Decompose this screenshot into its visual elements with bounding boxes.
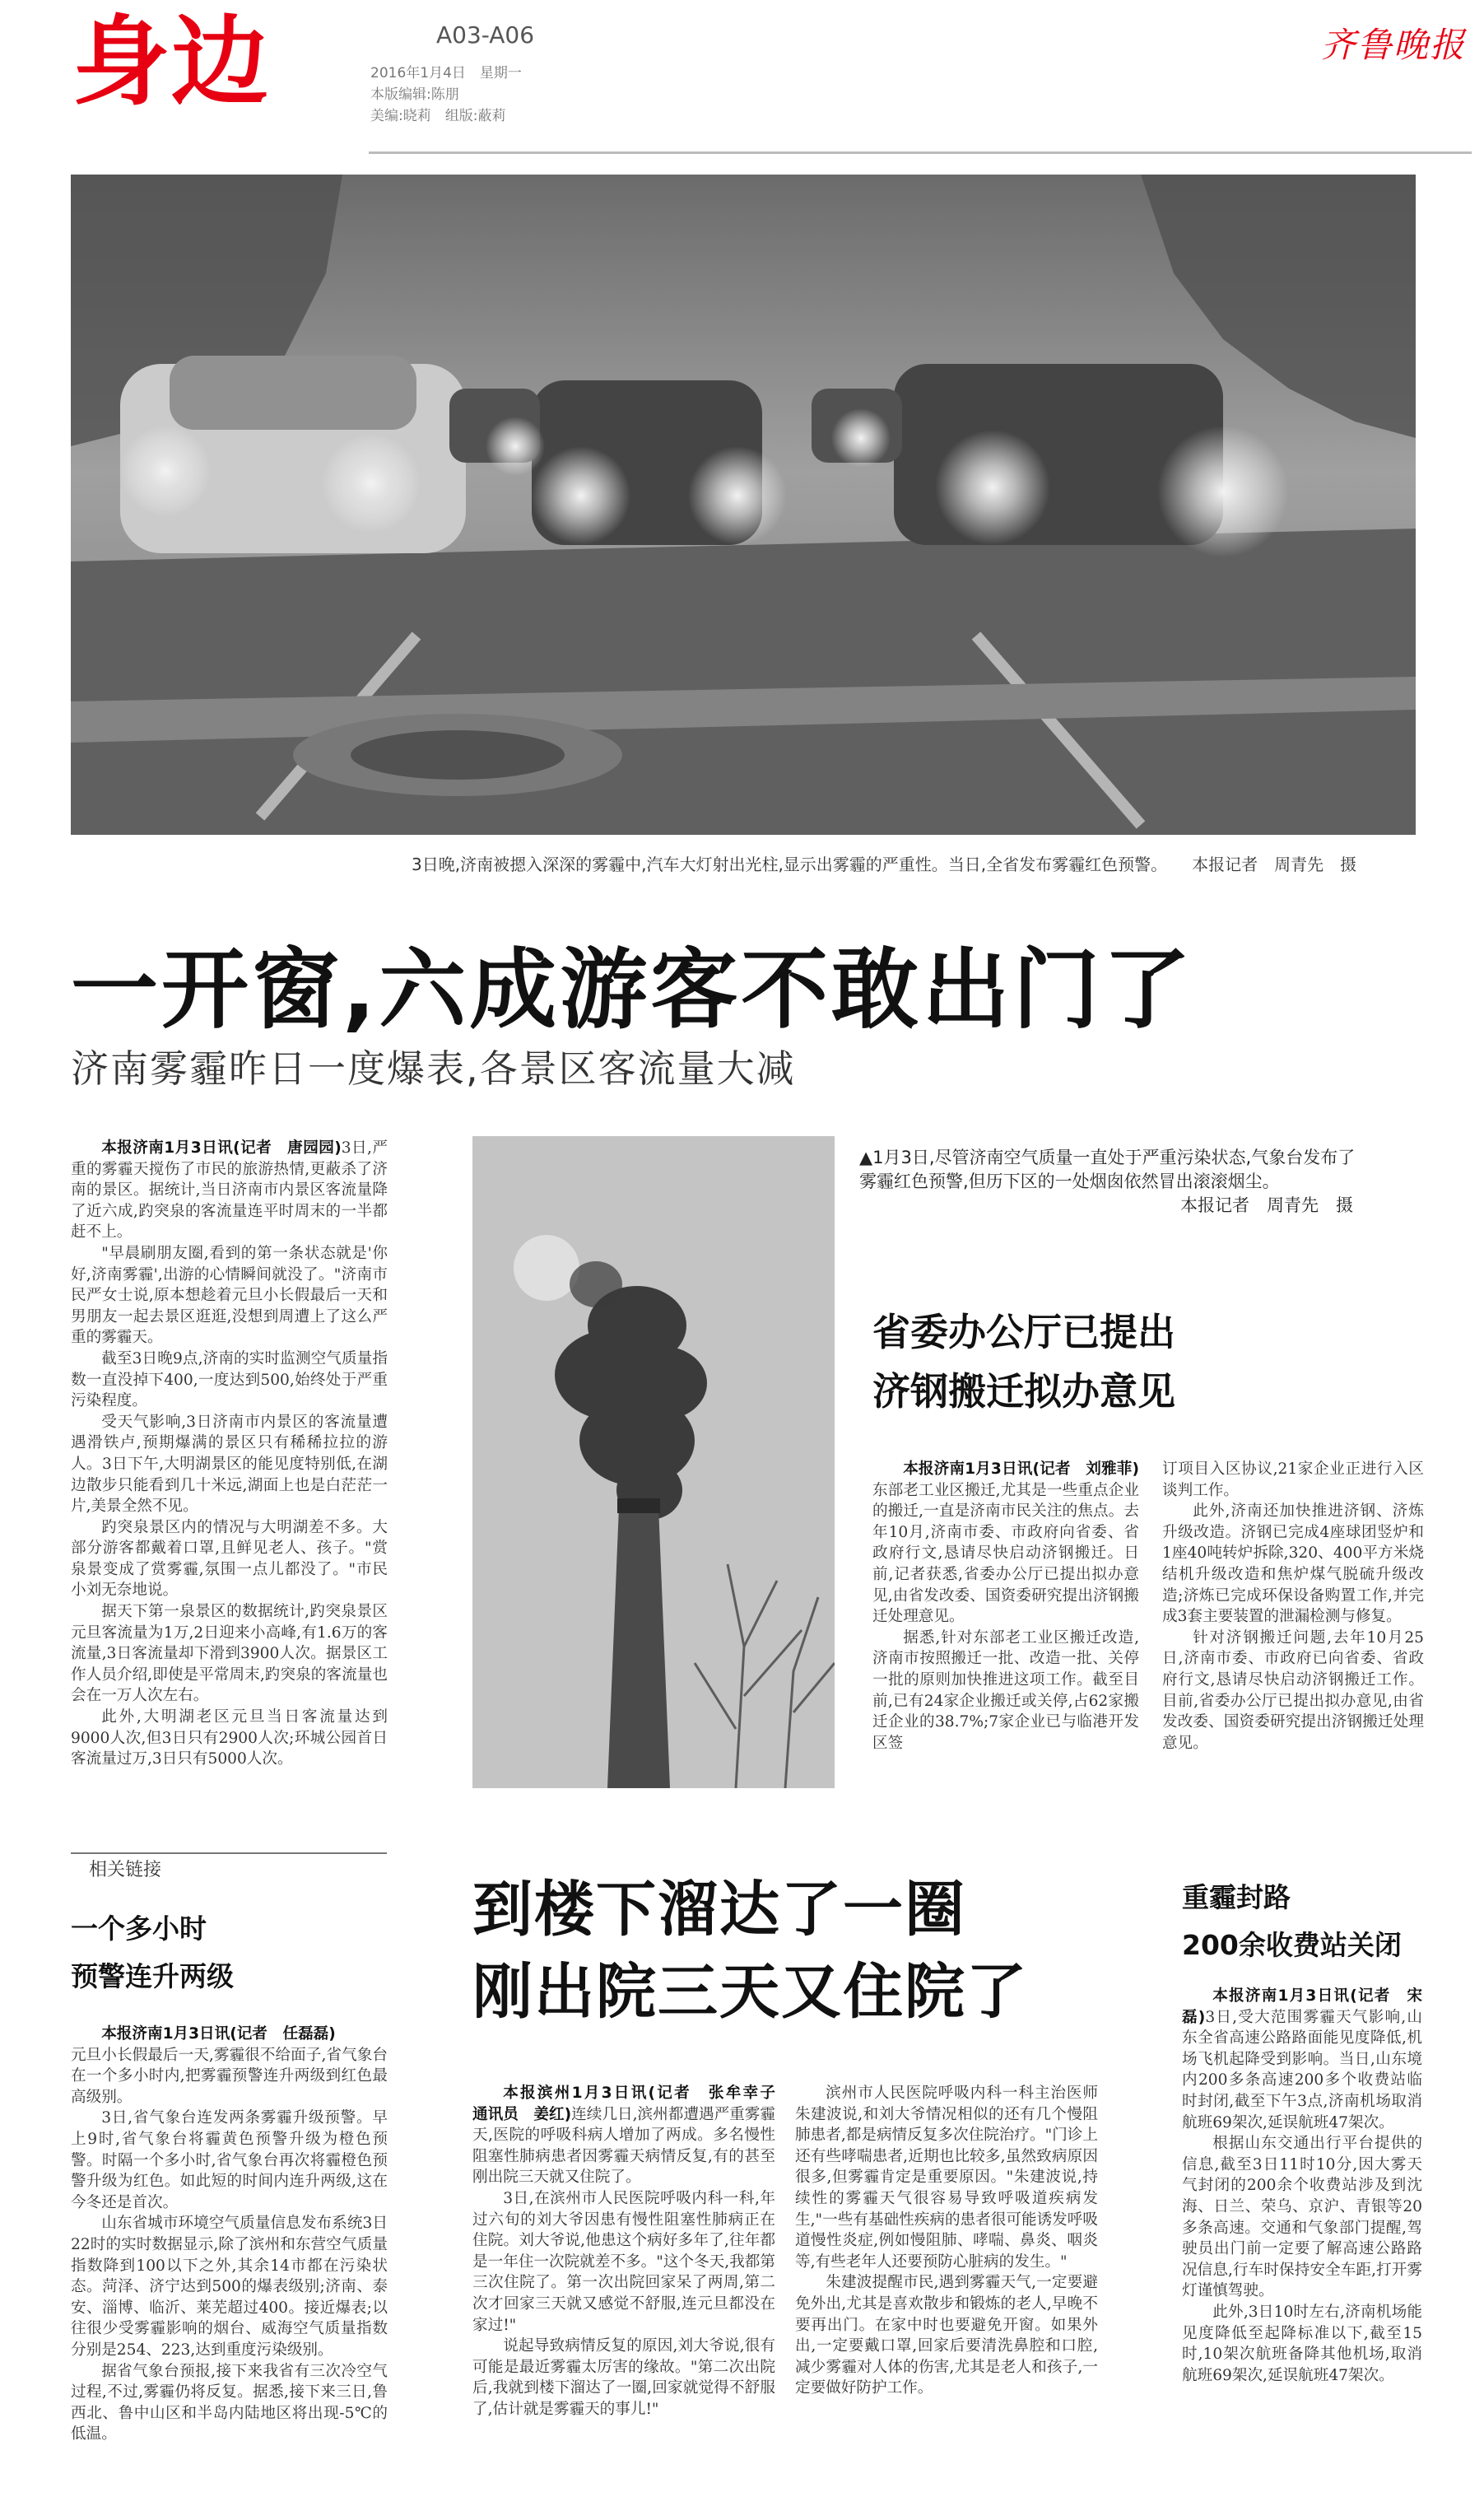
story2-body-col2 xyxy=(1162,1459,1424,1754)
story2-body-col1 xyxy=(872,1459,1139,1754)
issue-date: 2016年1月4日 星期一 xyxy=(370,65,522,82)
story4-dateline: 本报济南1月3日讯(记者 宋磊) xyxy=(1182,1987,1422,2026)
masthead-rule xyxy=(369,151,1472,154)
story3-body-col2 xyxy=(795,2083,1098,2399)
lead-subhead: 济南雾霾昨日一度爆表,各景区客流量大减 xyxy=(71,1046,796,1091)
story2-paragraph: 东部老工业区搬迁,尤其是一些重点企业的搬迁,一直是济南市民关注的焦点。去年10月,济南市委、市政府向省委、省政府行文,恳请尽快启动济钢搬迁。日前,记者获悉,省委办公厅已提出拟办意见,由省发改委、国资委研究提出济钢搬迁处理意见。 xyxy=(872,1481,1139,1626)
sidebar-body xyxy=(71,2024,388,2445)
sidebar-paragraph: 据省气象台预报,接下来我省有三次冷空气过程,不过,雾霾仍将反复。据悉,接下来三日,鲁西北、鲁中山区和半岛内陆地区将出现-5℃的低温。 xyxy=(71,2362,388,2443)
lead-paragraph: "早晨刷朋友圈,看到的第一条状态就是'你好,济南雾霾',出游的心情瞬间就没了。"济南市民严女士说,原本想趁着元旦小长假最后一天和男朋友一起去景区逛逛,没想到周遭上了这么严重的雾霾天。 xyxy=(71,1244,388,1347)
lead-story-body xyxy=(71,1138,388,1770)
story4-paragraph: 3日,受大范围雾霾天气影响,山东全省高速公路路面能见度降低,机场飞机起降受到影响。当日,山东境内200多条高速200多个收费站临时封闭,截至下午3点,济南机场取消航班69架次,延误航班47架次。 xyxy=(1182,2008,1423,2131)
chimney-caption-text: ▲1月3日,尽管济南空气质量一直处于严重污染状态,气象台发布了雾霾红色预警,但历下区的一处烟囱依然冒出滚滚烟尘。 xyxy=(859,1148,1356,1191)
chimney-photo xyxy=(472,1136,835,1788)
story2-paragraph: 针对济钢搬迁问题,去年10月25日,济南市委、市政府已向省委、省政府行文,恳请尽快启动济钢搬迁工作。目前,省委办公厅已提出拟办意见,由省发改委、国资委研究提出济钢搬迁处理意见。 xyxy=(1162,1628,1424,1752)
story2-dateline: 本报济南1月3日讯(记者 刘雅菲) xyxy=(903,1460,1139,1478)
sidebar-headline-line2: 预警连升两级 xyxy=(71,1960,234,1992)
story3-body-col1 xyxy=(472,2083,791,2420)
story4-headline-line1: 重霾封路 xyxy=(1182,1881,1291,1913)
related-link-label: 相关链接 xyxy=(89,1860,162,1880)
chimney-caption xyxy=(859,1146,1370,1218)
story3-dateline: 本报滨州1月3日讯(记者 张牟幸子 通讯员 姜红) xyxy=(472,2085,791,2123)
story3-paragraph: 说起导致病情反复的原因,刘大爷说,很有可能是最近雾霾太厉害的缘故。"第二次出院后,我就到楼下溜达了一圈,回家就觉得不舒服了,估计就是雾霾天的事儿!" xyxy=(472,2337,775,2418)
lead-dateline: 本报济南1月3日讯(记者 唐园园) xyxy=(101,1139,342,1157)
sidebar-dateline: 本报济南1月3日讯(记者 任磊磊) xyxy=(101,2025,336,2043)
story3-headline-line2: 刚出院三天又住院了 xyxy=(472,1957,1028,2027)
story3-paragraph: 连续几日,滨州都遭遇严重雾霾天,医院的呼吸科病人增加了两成。多名慢性阻塞性肺病患者因雾霾天病情反复,有的甚至刚出院三天就又住院了。 xyxy=(472,2105,775,2187)
story2-headline-line1: 省委办公厅已提出 xyxy=(872,1310,1175,1354)
chimney-illustration xyxy=(472,1136,835,1788)
lead-paragraph: 趵突泉景区内的情况与大明湖差不多。大部分游客都戴着口罩,且鲜见老人、孩子。"赏泉景变成了赏雾霾,氛围一点儿都没了。"市民小刘无奈地说。 xyxy=(71,1518,388,1600)
story3-headline xyxy=(472,1869,1028,2033)
story4-paragraph: 根据山东交通出行平台提供的信息,截至3日11时10分,因大雾天气封闭的200余个收费站涉及到沈海、日兰、荣乌、京沪、青银等20多条高速。交通和气象部门提醒,驾驶员出门前一定要了解高速公路路况信息,行车时保持安全车距,打开雾灯谨慎驾驶。 xyxy=(1182,2135,1422,2300)
story4-paragraph: 此外,3日10时左右,济南机场能见度降低至起降标准以下,截至15时,10架次航班备降其他机场,取消航班69架次,延误航班47架次。 xyxy=(1182,2303,1422,2384)
story2-paragraph: 据悉,针对东部老工业区搬迁改造,济南市按照搬迁一批、改造一批、关停一批的原则加快推进这项工作。截至目前,已有24家企业搬迁或关停,占62家搬迁企业的38.7%;7家企业已与临港开发区签 xyxy=(872,1628,1139,1752)
story3-paragraph: 朱建波提醒市民,遇到雾霾天气,一定要避免外出,尤其是喜欢散步和锻炼的老人,早晚不要再出门。在家中时也要避免开窗。如果外出,一定要戴口罩,回家后要清洗鼻腔和口腔,减少雾霾对人体的伤害,尤其是老人和孩子,一定要做好防护工作。 xyxy=(795,2274,1098,2397)
photo-caption: 3日晚,济南被摁入深深的雾霾中,汽车大灯射出光柱,显示出雾霾的严重性。当日,全省发布雾霾红色预警。 本报记者 周青先 摄 xyxy=(412,855,1357,874)
story3-paragraph: 滨州市人民医院呼吸内科一科主治医师朱建波说,和刘大爷情况相似的还有几个慢阻肺患者,都是病情反复多次住院治疗。"门诊上还有些哮喘患者,近期也比较多,虽然致病原因很多,但雾霾肯定是重要原因。"朱建波说,持续性的雾霾天气很容易导致呼吸道疾病发生,"一些有基础性疾病的患者很可能诱发呼吸道慢性炎症,例如慢阻肺、哮喘、鼻炎、咽炎等,有些老年人还要预防心脏病的发生。" xyxy=(795,2085,1098,2271)
sidebar-headline xyxy=(71,1905,234,2001)
story4-headline xyxy=(1182,1874,1402,1969)
lead-headline: 一开窗,六成游客不敢出门了 xyxy=(71,939,1194,1041)
story3-headline-line1: 到楼下溜达了一圈 xyxy=(472,1875,966,1945)
story2-paragraph: 此外,济南还加快推进济钢、济炼升级改造。济钢已完成4座球团竖炉和1座40吨转炉拆除,320、400平方米烧结机升级改造和焦炉煤气脱硫升级改造;济炼已完成环保设备购置工作,并完成3套主要装置的泄漏检测与修复。 xyxy=(1162,1502,1424,1626)
story4-body xyxy=(1182,1986,1422,2386)
smog-traffic-illustration xyxy=(71,175,1416,835)
lead-paragraph: 据天下第一泉景区的数据统计,趵突泉景区元旦客流量为1万,2日迎来小高峰,有1.6万的客流量,3日客流量却下滑到3900人次。据景区工作人员介绍,即使是平常周末,趵突泉的客流量也会在一万人次左右。 xyxy=(71,1603,388,1705)
lead-paragraph: 受天气影响,3日济南市内景区的客流量遭遇滑铁卢,预期爆满的景区只有稀稀拉拉的游人。3日下午,大明湖景区的能见度特别低,在湖边散步只能看到几十米远,湖面上也是白茫茫一片,美景全然不见。 xyxy=(71,1413,388,1516)
sidebar-headline-line1: 一个多小时 xyxy=(71,1912,207,1945)
lead-paragraph: 截至3日晚9点,济南的实时监测空气质量指数一直没掉下400,一度达到500,始终处于严重污染程度。 xyxy=(71,1349,388,1410)
page-range: A03-A06 xyxy=(436,21,535,49)
sidebar-paragraph: 元旦小长假最后一天,雾霾很不给面子,省气象台在一个多小时内,把雾霾预警连升两级到红色最高级别。 xyxy=(71,2046,388,2106)
editor-line: 本版编辑:陈朋 xyxy=(370,86,459,103)
sidebar-paragraph: 3日,省气象台连发两条雾霾升级预警。早上9时,省气象台将霾黄色预警升级为橙色预警。时隔一个多小时,省气象台再次将霾橙色预警升级为红色。如此短的时间内连升两级,这在今冬还是首次。 xyxy=(71,2109,388,2211)
paper-logo: 齐鲁晚报 xyxy=(1321,25,1467,65)
smog-traffic-photo xyxy=(71,175,1416,835)
section-name: 身边 xyxy=(72,5,271,119)
story3-paragraph: 3日,在滨州市人民医院呼吸内科一科,年过六旬的刘大爷因患有慢性阻塞性肺病正在住院。刘大爷说,他患这个病好多年了,往年都是一年住一次院就差不多。"这个冬天,我都第三次住院了。第一次出院回家呆了两周,第二次才回家三天就又感觉不舒服,连元旦都没在家过!" xyxy=(472,2189,775,2334)
story4-headline-line2: 200余收费站关闭 xyxy=(1182,1929,1402,1961)
lead-paragraph: 3日,严重的雾霾天搅伤了市民的旅游热情,更蔽杀了济南的景区。据统计,当日济南市内景区客流量降了近六成,趵突泉的客流量连平时周末的一半都赶不上。 xyxy=(71,1139,388,1242)
lead-paragraph: 此外,大明湖老区元旦当日客流量达到9000人次,但3日只有2900人次;环城公园首日客流量过万,3日只有5000人次。 xyxy=(71,1708,388,1768)
sidebar-paragraph: 山东省城市环境空气质量信息发布系统3日22时的实时数据显示,除了滨州和东营空气质量指数降到100以下之外,其余14市都在污染状态。菏泽、济宁达到500的爆表级别;济南、泰安、淄博、临沂、莱芜超过400。接近爆表;以往很少受雾霾影响的烟台、威海空气质量指数分别是254、223,达到重度污染级别。 xyxy=(71,2215,388,2359)
design-line: 美编:晓莉 组版:蔽莉 xyxy=(370,108,506,124)
story2-headline xyxy=(872,1302,1175,1421)
story2-headline-line2: 济钢搬迁拟办意见 xyxy=(872,1369,1175,1414)
chimney-credit: 本报记者 周青先 摄 xyxy=(1180,1195,1353,1215)
story2-paragraph: 订项目入区协议,21家企业正进行入区谈判工作。 xyxy=(1162,1460,1424,1499)
sidebar-rule xyxy=(71,1852,387,1854)
